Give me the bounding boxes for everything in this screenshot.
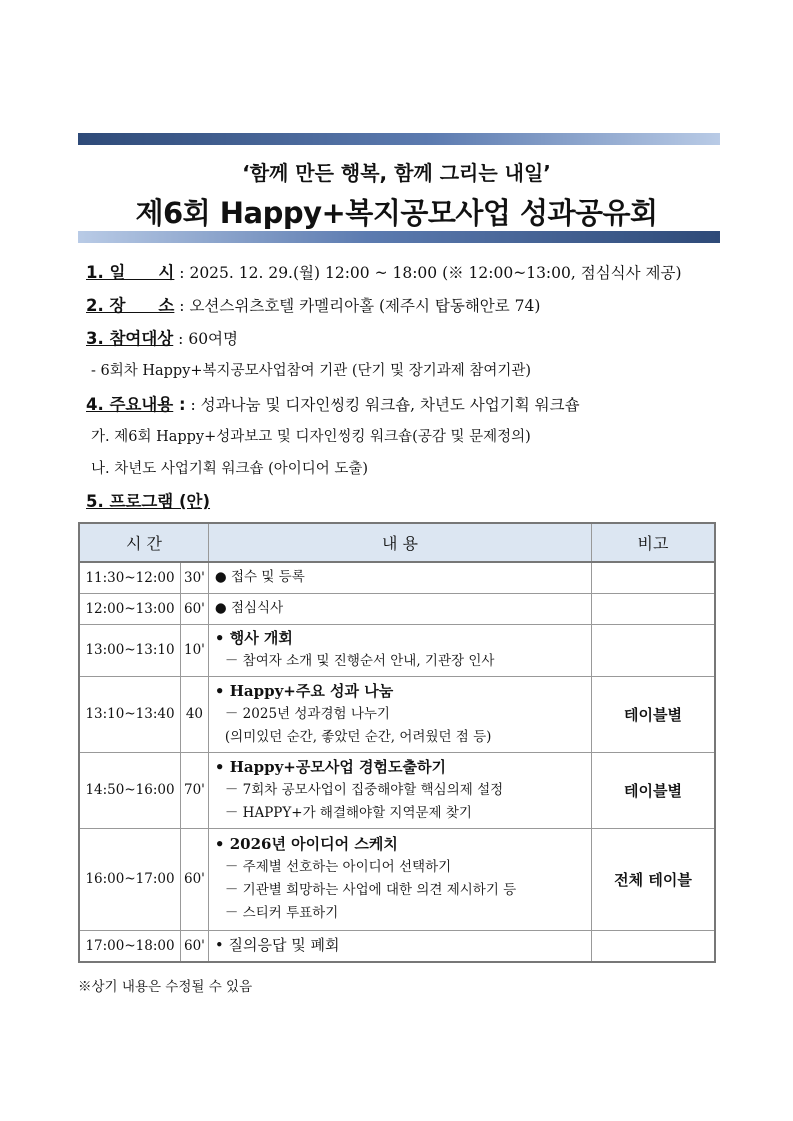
- event-subtitle: ‘함께 만든 행복, 함께 그리는 내일’: [242, 161, 551, 185]
- place-value: : 오션스위츠호텔 카멜리아홀 (제주시 탑동해안로 74): [174, 297, 541, 315]
- row-line: － 2025년 성과경험 나누기: [224, 705, 390, 722]
- row-heading: • 2026년 아이디어 스케치: [214, 835, 398, 853]
- target-value: : 60여명: [173, 330, 238, 348]
- date-label: 1. 일 시: [86, 263, 175, 282]
- date-line: [86, 259, 682, 283]
- row-time: 12:00~13:00: [79, 593, 181, 624]
- row-line: － 주제별 선호하는 아이디어 선택하기: [224, 859, 452, 875]
- content-colon: :: [173, 395, 186, 414]
- place-label: 2. 장 소: [86, 296, 175, 315]
- row-line: － 스티커 투표하기: [224, 905, 339, 921]
- row-content: [208, 676, 591, 752]
- program-table: [78, 522, 716, 963]
- row-minutes: 30': [181, 562, 209, 593]
- row-time: 13:10~13:40: [79, 676, 181, 752]
- row-minutes: 40: [181, 676, 209, 752]
- row-note: [592, 930, 716, 962]
- header-note: 비고: [592, 523, 716, 562]
- table-row: [79, 676, 715, 752]
- row-line: － 참여자 소개 및 진행순서 안내, 기관장 인사: [224, 653, 495, 669]
- row-content: [208, 828, 591, 930]
- row-heading: • 행사 개회: [214, 629, 293, 647]
- row-content: [208, 562, 591, 593]
- top-divider-bar: [78, 133, 720, 145]
- row-line: (의미있던 순간, 좋았던 순간, 어려웠던 점 등): [224, 728, 492, 745]
- row-minutes: 10': [181, 624, 209, 676]
- row-minutes: 60': [181, 593, 209, 624]
- footnote: ※상기 내용은 수정될 수 있음: [78, 979, 253, 995]
- bottom-divider-bar: [78, 231, 720, 243]
- place-line: [86, 292, 540, 316]
- row-time: 11:30~12:00: [79, 562, 181, 593]
- row-note: [592, 624, 716, 676]
- target-line: [86, 325, 238, 349]
- row-minutes: 70': [181, 752, 209, 828]
- header-time: 시 간: [79, 523, 208, 562]
- date-value: : 2025. 12. 29.(월) 12:00 ~ 18:00 (※ 12:00~13:00, 점심식사 제공): [174, 264, 682, 282]
- row-time: 13:00~13:10: [79, 624, 181, 676]
- row-minutes: 60': [181, 930, 209, 962]
- content-label: 4. 주요내용: [86, 395, 174, 414]
- content-value: : 성과나눔 및 디자인씽킹 워크숍, 차년도 사업기획 워크숍: [185, 396, 580, 414]
- table-row: [79, 930, 715, 962]
- row-line: － 7회차 공모사업이 집중해야할 핵심의제 설정: [224, 781, 504, 798]
- program-line: [86, 488, 210, 512]
- row-line: • 질의응답 및 폐회: [214, 936, 340, 955]
- content-line: [86, 391, 580, 415]
- row-line: ● 점심식사: [214, 600, 284, 616]
- row-note: [592, 562, 716, 593]
- table-row: [79, 562, 715, 593]
- row-content: [208, 624, 591, 676]
- row-heading: • Happy+공모사업 경험도출하기: [214, 757, 446, 776]
- table-row: [79, 828, 715, 930]
- row-line: － 기관별 희망하는 사업에 대한 의견 제시하기 등: [224, 882, 517, 898]
- table-header-row: [79, 523, 715, 562]
- row-note: 테이블별: [592, 752, 716, 828]
- row-content: [208, 593, 591, 624]
- table-row: [79, 752, 715, 828]
- row-note: 전체 테이블: [592, 828, 716, 930]
- program-label: 5. 프로그램 (안): [86, 492, 211, 511]
- target-sub: - 6회차 Happy+복지공모사업참여 기관 (단기 및 장기과제 참여기관): [91, 363, 532, 379]
- row-time: 17:00~18:00: [79, 930, 181, 962]
- row-line: ● 접수 및 등록: [214, 569, 305, 586]
- header-content: 내 용: [208, 523, 591, 562]
- row-line: － HAPPY+가 해결해야할 지역문제 찾기: [224, 804, 472, 821]
- row-content: [208, 752, 591, 828]
- event-title: 제6회 Happy+복지공모사업 성과공유회: [135, 196, 658, 230]
- row-heading: • Happy+주요 성과 나눔: [214, 681, 394, 700]
- target-label: 3. 참여대상: [86, 329, 174, 348]
- row-note: 테이블별: [592, 676, 716, 752]
- table-row: [79, 593, 715, 624]
- row-time: 14:50~16:00: [79, 752, 181, 828]
- row-minutes: 60': [181, 828, 209, 930]
- row-note: [592, 593, 716, 624]
- content-item-b: 나. 차년도 사업기획 워크숍 (아이디어 도출): [91, 461, 369, 477]
- row-time: 16:00~17:00: [79, 828, 181, 930]
- row-content: [208, 930, 591, 962]
- table-row: [79, 624, 715, 676]
- content-item-a: 가. 제6회 Happy+성과보고 및 디자인씽킹 워크숍(공감 및 문제정의): [91, 429, 531, 445]
